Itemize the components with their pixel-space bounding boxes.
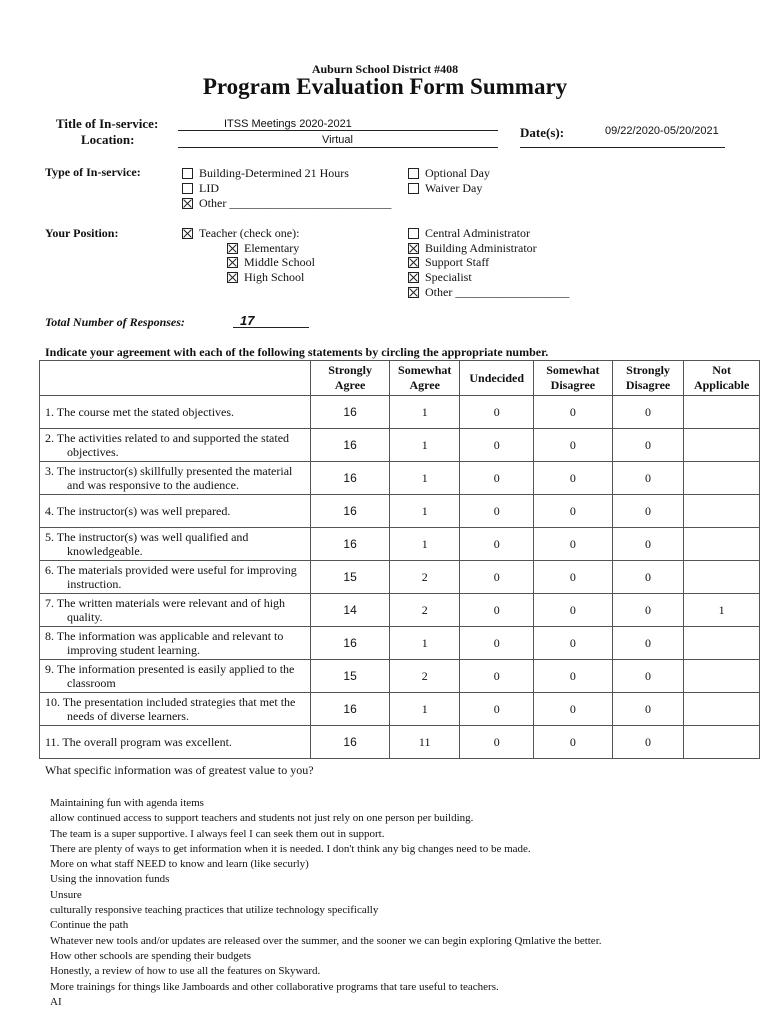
option-other-position[interactable]: Other ___________________ [408,285,569,299]
evaluation-table [39,360,760,759]
option-high-school[interactable]: High School [227,270,304,284]
option-specialist[interactable]: Specialist [408,270,472,284]
rating-cell: 0 [460,495,534,528]
rating-cell [684,660,760,693]
rating-cell: 1 [684,594,760,627]
statement-cell: 11. The overall program was excellent. [40,726,311,759]
checkbox-checked-icon[interactable] [182,198,193,209]
total-responses-value: 17 [240,313,255,328]
inservice-title-label: Title of In-service: [56,116,159,131]
rating-cell: 0 [533,627,612,660]
inservice-type-label: Type of In-service: [45,165,141,179]
checkbox-checked-icon[interactable] [408,272,419,283]
rating-cell: 0 [533,528,612,561]
table-row [40,660,760,693]
rating-cell: 14 [311,594,390,627]
table-row [40,396,760,429]
answer-item: More on what staff NEED to know and learn (like securly) [50,858,309,871]
rating-cell: 11 [390,726,460,759]
rating-cell: 0 [612,693,683,726]
rating-cell: 15 [311,561,390,594]
rating-cell [684,462,760,495]
rating-cell [684,693,760,726]
option-lid[interactable]: LID [182,181,219,195]
checkbox-icon[interactable] [182,183,193,194]
table-row [40,495,760,528]
rating-cell: 16 [311,495,390,528]
table-row [40,528,760,561]
table-header-row [40,361,760,396]
column-header-not-applicable: Not Applicable [684,361,760,396]
rating-cell: 16 [311,396,390,429]
rating-cell: 2 [390,660,460,693]
rating-cell [684,495,760,528]
rating-cell: 0 [533,396,612,429]
rating-cell: 16 [311,528,390,561]
table-row [40,726,760,759]
answer-item: More trainings for things like Jamboards and other collaborative programs that tare useful to teachers. [50,980,499,993]
rating-cell: 0 [612,726,683,759]
statement-cell: 10. The presentation included strategies that met the needs of diverse learners. [40,693,311,726]
checkbox-checked-icon[interactable] [227,243,238,254]
answer-item: There are plenty of ways to get information when it is needed. I don't think any big changes need to be made. [50,842,531,855]
rating-cell: 0 [533,462,612,495]
checkbox-icon[interactable] [182,168,193,179]
rating-cell: 1 [390,495,460,528]
district-name: Auburn School District #408 [311,62,459,76]
rating-cell: 0 [612,528,683,561]
rating-cell [684,627,760,660]
total-responses-underline [233,327,309,328]
answer-item: Using the innovation funds [50,873,170,886]
table-row [40,594,760,627]
rating-cell: 0 [612,561,683,594]
column-header-undecided: Undecided [460,361,534,396]
table-row [40,693,760,726]
statement-cell: 3. The instructor(s) skillfully presented the material and was responsive to the audience. [40,462,311,495]
rating-cell: 0 [612,429,683,462]
rating-cell: 0 [612,594,683,627]
answer-item: Continue the path [50,919,129,932]
rating-cell [684,561,760,594]
answer-item: Whatever new tools and/or updates are released over the summer, and the sooner we can begin exploring Qmlative the better. [50,934,602,947]
page-title: Program Evaluation Form Summary [202,74,568,99]
checkbox-checked-icon[interactable] [227,272,238,283]
statement-cell: 7. The written materials were relevant and of high quality. [40,594,311,627]
checkbox-checked-icon[interactable] [408,287,419,298]
total-responses-label: Total Number of Responses: [45,315,185,329]
rating-cell: 0 [460,594,534,627]
rating-cell: 0 [460,726,534,759]
rating-cell: 0 [533,429,612,462]
statement-cell: 8. The information was applicable and relevant to improving student learning. [40,627,311,660]
rating-cell: 1 [390,627,460,660]
rating-cell: 0 [612,627,683,660]
option-elementary[interactable]: Elementary [227,241,299,255]
open-question: What specific information was of greatest value to you? [45,763,314,777]
answer-item: How other schools are spending their budgets [50,949,252,962]
rating-cell: 0 [533,495,612,528]
location-underline [178,147,498,148]
rating-cell: 0 [460,528,534,561]
statement-cell: 4. The instructor(s) was well prepared. [40,495,311,528]
table-row [40,462,760,495]
rating-cell [684,429,760,462]
answer-item: AI [50,995,62,1008]
rating-cell: 1 [390,528,460,561]
option-optional-day[interactable]: Optional Day [408,166,490,180]
rating-cell: 1 [390,396,460,429]
rating-cell: 16 [311,429,390,462]
answer-item: culturally responsive teaching practices that utilize technology specifically [50,904,379,917]
rating-cell: 15 [311,660,390,693]
option-other-inservice[interactable]: Other ___________________________ [182,196,391,210]
answer-item: Maintaining fun with agenda items [50,797,204,809]
rating-cell: 16 [311,693,390,726]
dates-label: Date(s): [520,125,565,140]
rating-cell: 0 [533,594,612,627]
position-label: Your Position: [45,226,119,240]
rating-cell: 0 [533,726,612,759]
answers-list [50,796,750,1010]
column-header-strongly-agree: Strongly Agree [311,361,390,396]
checkbox-icon[interactable] [408,228,419,239]
option-central-administrator[interactable]: Central Administrator [408,226,530,240]
column-header-somewhat-disagree: Somewhat Disagree [533,361,612,396]
rating-cell [684,528,760,561]
dates-value: 09/22/2020-05/20/2021 [605,125,719,137]
dates-underline [520,147,725,148]
statement-cell: 5. The instructor(s) was well qualified and knowledgeable. [40,528,311,561]
option-building-determined[interactable]: Building-Determined 21 Hours [182,166,349,180]
checkbox-icon[interactable] [408,168,419,179]
answer-item: allow continued access to support teachers and students not just rely on one person per building. [50,812,474,825]
checkbox-icon[interactable] [408,183,419,194]
rating-cell: 16 [311,726,390,759]
title-underline [178,130,498,131]
option-support-staff[interactable]: Support Staff [408,255,489,269]
answer-item: Honestly, a review of how to use all the features on Skyward. [50,965,321,978]
location-value: Virtual [322,134,353,146]
rating-cell: 0 [612,495,683,528]
rating-cell: 0 [460,660,534,693]
rating-cell: 1 [390,693,460,726]
checkbox-checked-icon[interactable] [408,257,419,268]
rating-cell: 1 [390,462,460,495]
location-label: Location: [81,132,135,147]
inservice-title-value: ITSS Meetings 2020-2021 [224,118,352,130]
checkbox-checked-icon[interactable] [408,243,419,254]
rating-cell: 16 [311,462,390,495]
checkbox-checked-icon[interactable] [227,257,238,268]
answer-item: The team is a super supportive. I always feel I can seek them out in support. [50,827,385,840]
rating-cell: 0 [460,429,534,462]
rating-cell: 0 [612,462,683,495]
statement-cell: 9. The information presented is easily applied to the classroom [40,660,311,693]
table-row [40,627,760,660]
rating-cell: 0 [612,660,683,693]
rating-cell: 2 [390,561,460,594]
rating-cell: 0 [533,561,612,594]
checkbox-checked-icon[interactable] [182,228,193,239]
rating-cell: 0 [460,627,534,660]
option-middle-school[interactable]: Middle School [227,255,315,269]
option-waiver-day[interactable]: Waiver Day [408,181,482,195]
table-row [40,561,760,594]
option-building-administrator[interactable]: Building Administrator [408,241,537,255]
statement-cell: 2. The activities related to and supported the stated objectives. [40,429,311,462]
rating-cell [684,726,760,759]
rating-cell: 0 [612,396,683,429]
statement-header [40,361,311,396]
rating-cell: 16 [311,627,390,660]
rating-cell [684,396,760,429]
rating-cell: 0 [533,660,612,693]
rating-cell: 0 [460,561,534,594]
rating-cell: 2 [390,594,460,627]
rating-cell: 0 [460,462,534,495]
rating-cell: 0 [460,693,534,726]
statement-cell: 6. The materials provided were useful for improving instruction. [40,561,311,594]
rating-cell: 0 [533,693,612,726]
option-teacher[interactable]: Teacher (check one): [182,226,299,240]
column-header-strongly-disagree: Strongly Disagree [612,361,683,396]
statement-cell: 1. The course met the stated objectives. [40,396,311,429]
column-header-somewhat-agree: Somewhat Agree [390,361,460,396]
table-row [40,429,760,462]
rating-cell: 0 [460,396,534,429]
answer-item: Unsure [50,888,82,901]
table-instruction: Indicate your agreement with each of the following statements by circling the appropriate number. [45,345,549,359]
rating-cell: 1 [390,429,460,462]
